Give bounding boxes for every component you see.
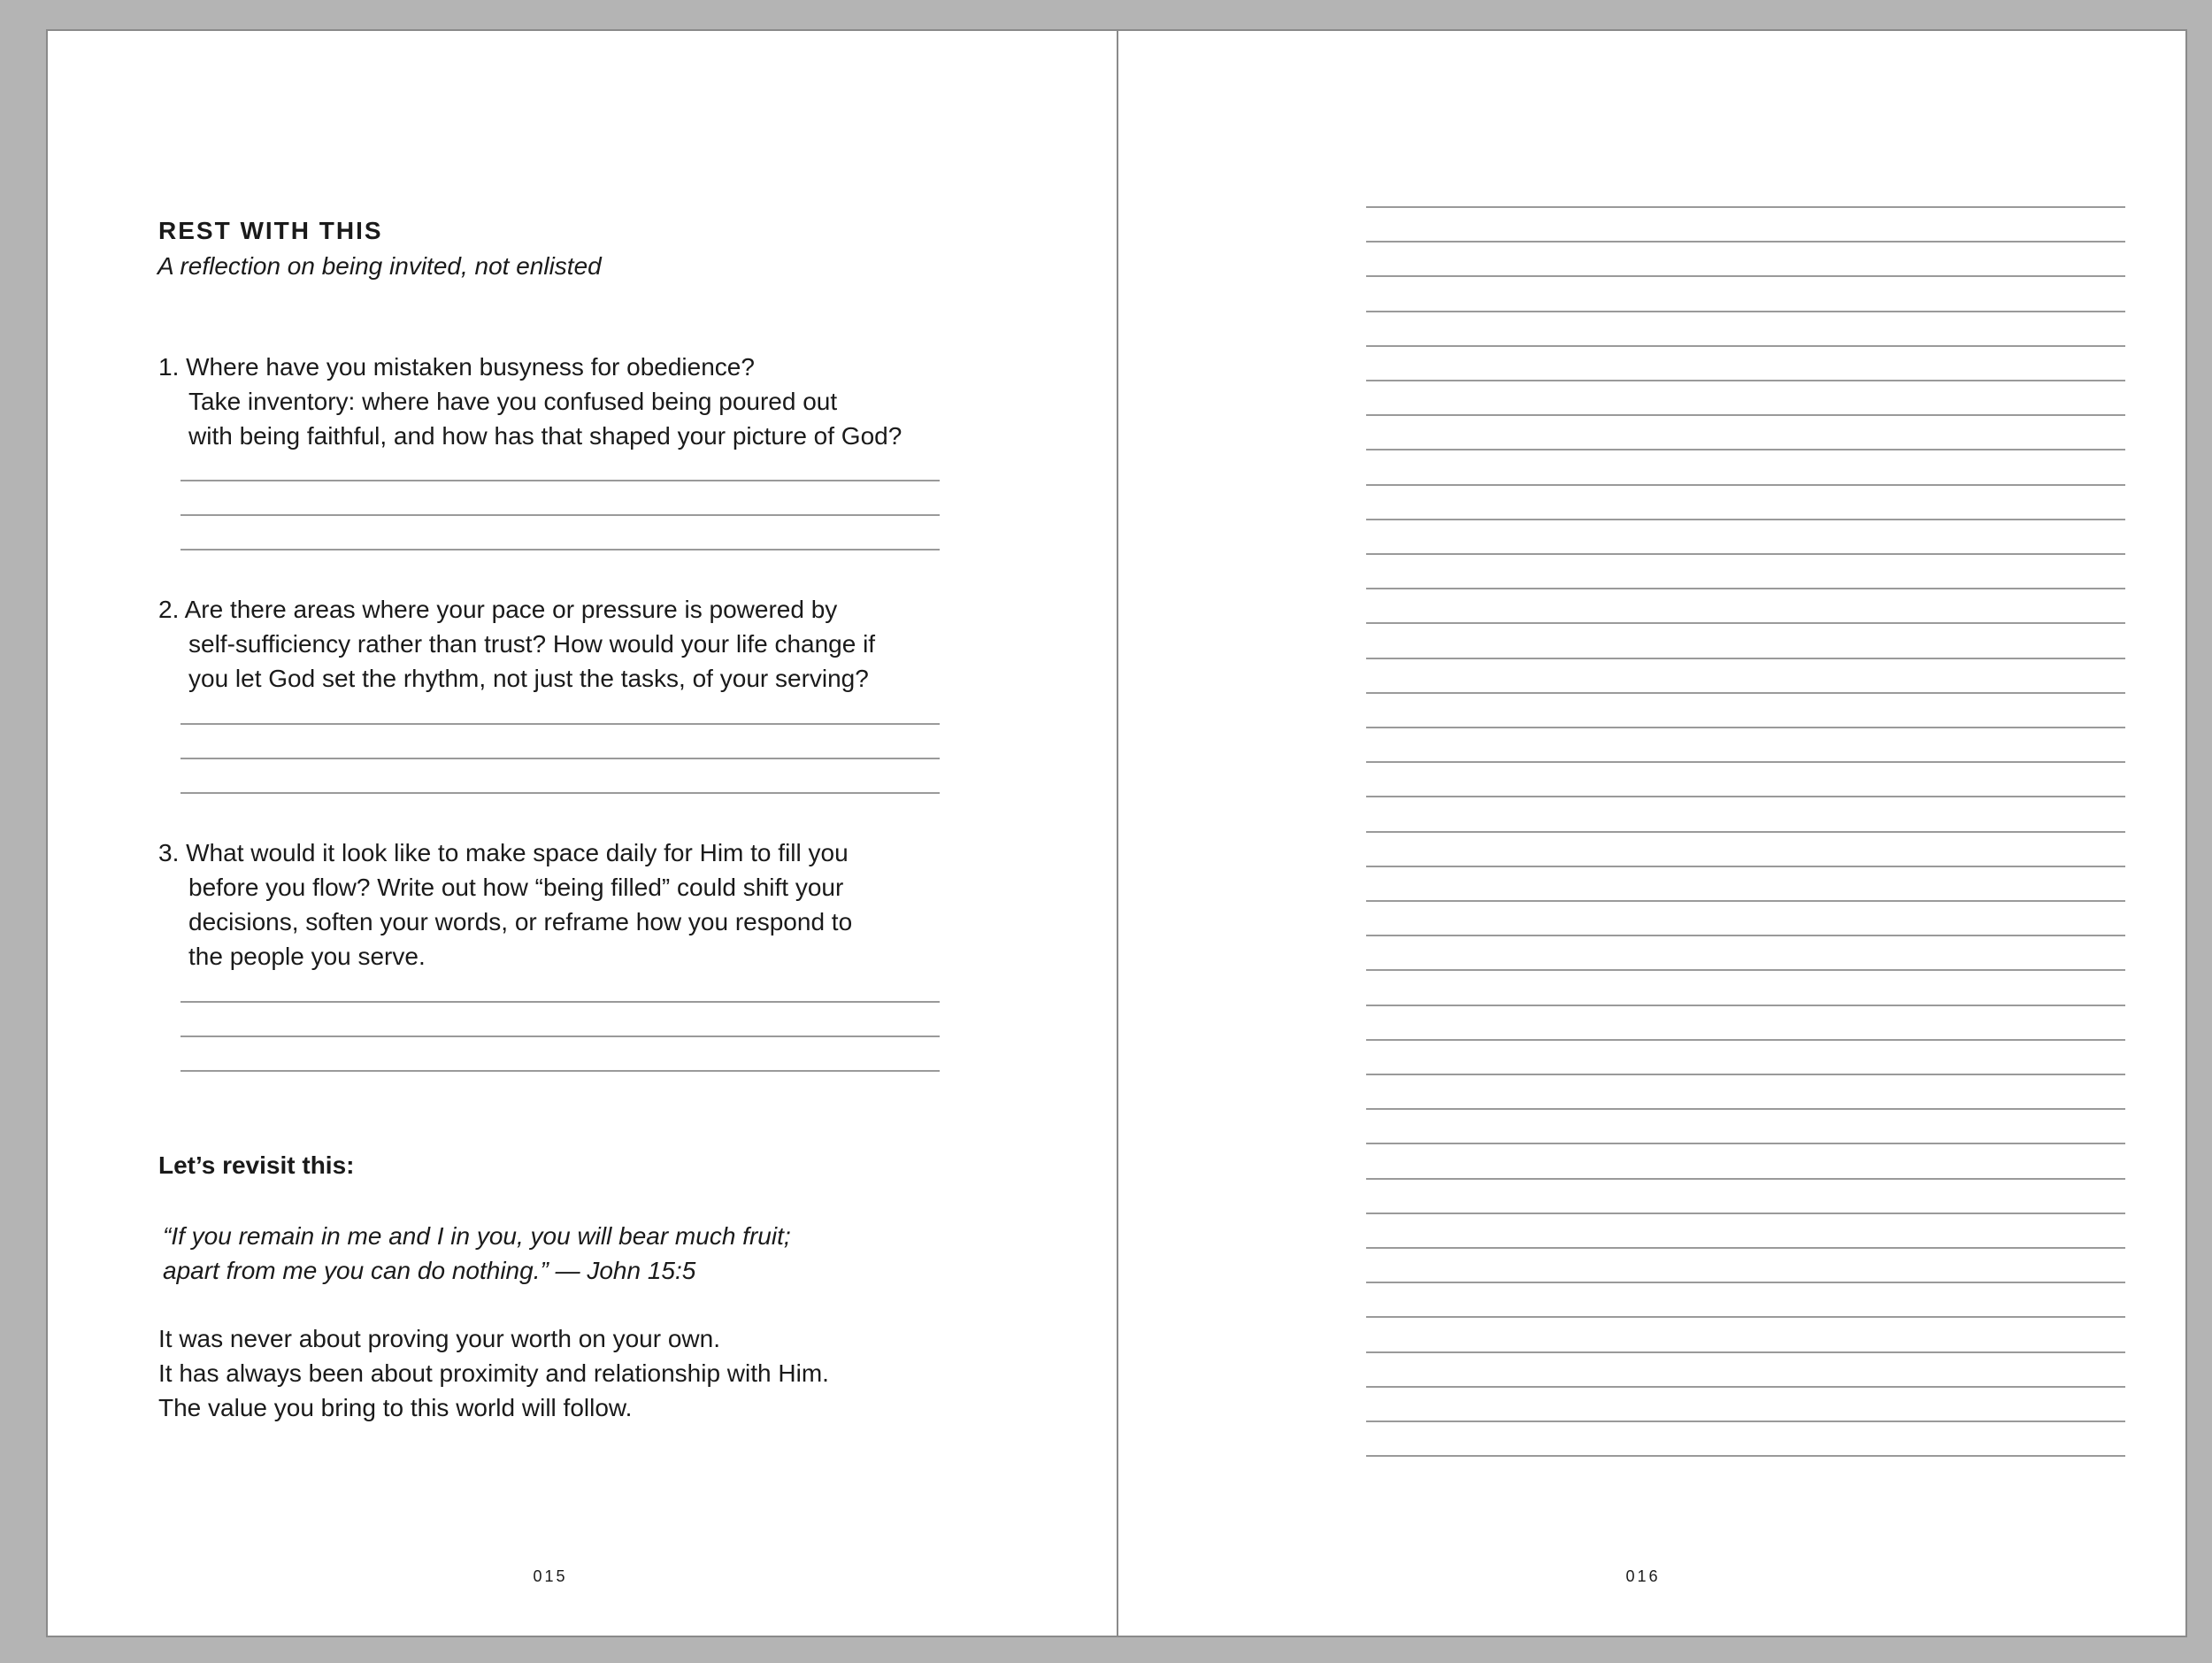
journal-line[interactable] bbox=[1366, 588, 2125, 589]
journal-line[interactable] bbox=[1366, 553, 2125, 555]
closing-line: It has always been about proximity and relationship with Him. bbox=[158, 1359, 829, 1387]
journal-line[interactable] bbox=[1366, 1178, 2125, 1180]
question-line: you let God set the rhythm, not just the tasks, of your serving? bbox=[188, 665, 869, 692]
revisit-label: Let’s revisit this: bbox=[158, 1151, 355, 1179]
question-line: 3. What would it look like to make space daily for Him to fill you bbox=[158, 839, 849, 866]
journal-line[interactable] bbox=[1366, 345, 2125, 347]
answer-line[interactable] bbox=[180, 514, 940, 516]
right-page bbox=[1118, 31, 2187, 1636]
journal-line[interactable] bbox=[1366, 935, 2125, 936]
quote-line: “If you remain in me and I in you, you will bear much fruit; bbox=[163, 1222, 791, 1250]
journal-line[interactable] bbox=[1366, 1420, 2125, 1422]
journal-line[interactable] bbox=[1366, 727, 2125, 728]
quote-line: apart from me you can do nothing.” — John 15:5 bbox=[163, 1257, 696, 1284]
journal-line[interactable] bbox=[1366, 1351, 2125, 1353]
journal-line[interactable] bbox=[1366, 658, 2125, 659]
journal-line[interactable] bbox=[1366, 311, 2125, 312]
question-line: 1. Where have you mistaken busyness for obedience? bbox=[158, 353, 755, 381]
question-line: before you flow? Write out how “being filled” could shift your bbox=[188, 874, 844, 901]
journal-line[interactable] bbox=[1366, 414, 2125, 416]
journal-line[interactable] bbox=[1366, 831, 2125, 833]
journal-line[interactable] bbox=[1366, 206, 2125, 208]
answer-line[interactable] bbox=[180, 792, 940, 794]
journal-line[interactable] bbox=[1366, 1039, 2125, 1041]
journal-line[interactable] bbox=[1366, 241, 2125, 243]
journal-line[interactable] bbox=[1366, 1282, 2125, 1283]
journal-line[interactable] bbox=[1366, 692, 2125, 694]
answer-line[interactable] bbox=[180, 480, 940, 481]
journal-line[interactable] bbox=[1366, 1386, 2125, 1388]
question-line: self-sufficiency rather than trust? How would your life change if bbox=[188, 630, 876, 658]
journal-line[interactable] bbox=[1366, 622, 2125, 624]
journal-line[interactable] bbox=[1366, 380, 2125, 381]
journal-line[interactable] bbox=[1366, 1316, 2125, 1318]
question-line: 2. Are there areas where your pace or pressure is powered by bbox=[158, 596, 838, 623]
journal-line[interactable] bbox=[1366, 796, 2125, 797]
journal-line[interactable] bbox=[1366, 1213, 2125, 1214]
section-heading: REST WITH THIS bbox=[158, 217, 383, 244]
journal-line[interactable] bbox=[1366, 519, 2125, 520]
answer-line[interactable] bbox=[180, 723, 940, 725]
journal-line[interactable] bbox=[1366, 449, 2125, 450]
journal-line[interactable] bbox=[1366, 275, 2125, 277]
question-line: with being faithful, and how has that shaped your picture of God? bbox=[188, 422, 902, 450]
journal-line[interactable] bbox=[1366, 761, 2125, 763]
question-line: Take inventory: where have you confused being poured out bbox=[188, 388, 838, 415]
question-1 bbox=[158, 350, 1008, 453]
journal-line[interactable] bbox=[1366, 900, 2125, 902]
page-number: 015 bbox=[533, 1567, 568, 1585]
question-2 bbox=[158, 592, 1008, 696]
closing-line: It was never about proving your worth on your own. bbox=[158, 1325, 721, 1352]
journal-line[interactable] bbox=[1366, 1005, 2125, 1006]
journal-line[interactable] bbox=[1366, 969, 2125, 971]
question-line: the people you serve. bbox=[188, 943, 426, 970]
closing-paragraph bbox=[158, 1321, 829, 1425]
journal-line[interactable] bbox=[1366, 1108, 2125, 1110]
answer-line[interactable] bbox=[180, 1001, 940, 1003]
question-3 bbox=[158, 835, 1008, 974]
left-page bbox=[48, 31, 1117, 1636]
closing-line: The value you bring to this world will follow. bbox=[158, 1394, 633, 1421]
journal-line[interactable] bbox=[1366, 1143, 2125, 1144]
page-number: 016 bbox=[1625, 1567, 1661, 1585]
book-spread bbox=[46, 29, 2187, 1637]
scripture-quote bbox=[163, 1219, 791, 1288]
answer-line[interactable] bbox=[180, 758, 940, 759]
question-line: decisions, soften your words, or reframe how you respond to bbox=[188, 908, 853, 935]
journal-line[interactable] bbox=[1366, 1074, 2125, 1075]
answer-line[interactable] bbox=[180, 549, 940, 550]
answer-line[interactable] bbox=[180, 1070, 940, 1072]
journal-line[interactable] bbox=[1366, 1455, 2125, 1457]
journal-line[interactable] bbox=[1366, 484, 2125, 486]
section-subheading: A reflection on being invited, not enlisted bbox=[157, 252, 602, 280]
journal-line[interactable] bbox=[1366, 866, 2125, 867]
journal-line[interactable] bbox=[1366, 1247, 2125, 1249]
answer-line[interactable] bbox=[180, 1036, 940, 1037]
